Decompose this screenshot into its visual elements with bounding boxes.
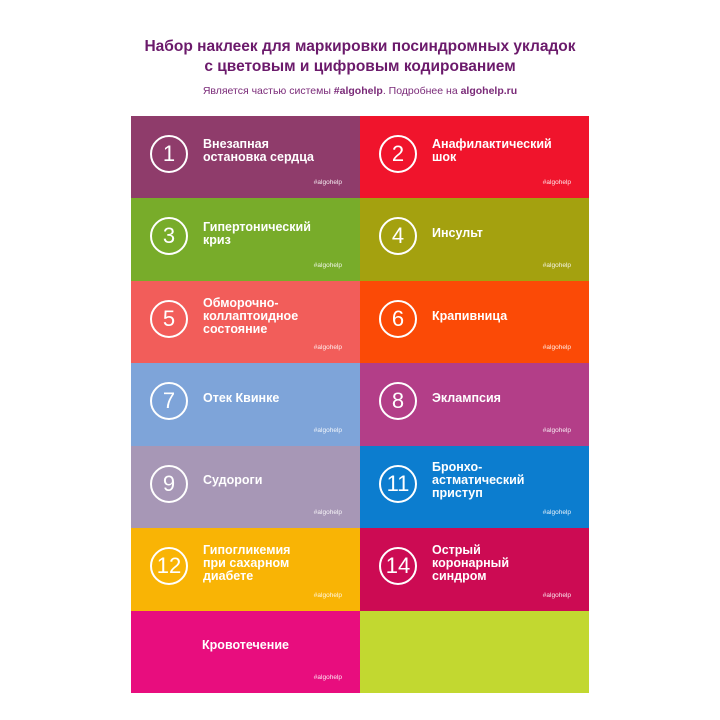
number-circle: 4 — [379, 217, 417, 255]
number-circle: 1 — [150, 135, 188, 173]
page-subtitle — [0, 85, 720, 97]
algohelp-tag: #algohelp — [313, 591, 342, 599]
algohelp-tag: #algohelp — [542, 426, 571, 434]
sticker-11 — [360, 446, 589, 528]
algohelp-tag: #algohelp — [313, 509, 342, 517]
sticker-label: Бронхо- астматический приступ — [432, 460, 525, 501]
sticker-8 — [360, 363, 589, 445]
sticker-label: Отек Квинке — [203, 390, 280, 405]
subtitle-brand: #algohelp — [333, 85, 383, 97]
algohelp-tag: #algohelp — [313, 179, 342, 187]
number-circle: 14 — [379, 547, 417, 585]
sticker-blank — [360, 611, 589, 693]
number-circle: 11 — [379, 465, 417, 503]
number-circle: 9 — [150, 465, 188, 503]
sticker-label: Острый коронарный синдром — [432, 542, 510, 583]
subtitle-site-link: algohelp.ru — [460, 85, 518, 97]
number-circle: 6 — [379, 300, 417, 338]
algohelp-tag: #algohelp — [542, 509, 571, 517]
algohelp-tag: #algohelp — [313, 426, 342, 434]
sticker-label: Гипогликемия при сахарном диабете — [203, 542, 291, 583]
sticker-grid — [131, 116, 589, 693]
algohelp-tag: #algohelp — [542, 591, 571, 599]
sticker-label: Инсульт — [432, 226, 483, 241]
sticker-label: Гипертонический криз — [203, 219, 311, 247]
number-circle: 12 — [150, 547, 188, 585]
sticker-6 — [360, 281, 589, 363]
sticker-9 — [131, 446, 360, 528]
algohelp-tag: #algohelp — [313, 344, 342, 352]
number-circle: 2 — [379, 135, 417, 173]
title-line-1: Набор наклеек для маркировки посиндромных укладок — [144, 38, 576, 55]
subtitle-middle: . Подробнее на — [382, 85, 461, 97]
number-circle: 5 — [150, 300, 188, 338]
sticker-5 — [131, 281, 360, 363]
sticker-bleeding — [131, 611, 360, 693]
sticker-label: Обморочно- коллаптоидное состояние — [203, 295, 299, 336]
page-title — [0, 37, 720, 77]
sticker-label: Кровотечение — [202, 638, 289, 653]
algohelp-tag: #algohelp — [542, 261, 571, 269]
sticker-7 — [131, 363, 360, 445]
algohelp-tag: #algohelp — [542, 179, 571, 187]
sticker-2 — [360, 116, 589, 198]
number-circle: 3 — [150, 217, 188, 255]
algohelp-tag: #algohelp — [313, 261, 342, 269]
sticker-12 — [131, 528, 360, 610]
sticker-3 — [131, 198, 360, 280]
sticker-label: Внезапная остановка сердца — [203, 137, 314, 165]
sticker-label: Судороги — [203, 473, 263, 488]
sticker-label: Эклампсия — [432, 390, 501, 405]
title-line-2: с цветовым и цифровым кодированием — [204, 58, 516, 75]
subtitle-prefix: Является частью системы — [202, 85, 334, 97]
sticker-label: Анафилактический шок — [432, 137, 552, 165]
sticker-label: Крапивница — [432, 308, 508, 323]
number-circle: 8 — [379, 382, 417, 420]
sticker-14 — [360, 528, 589, 610]
number-circle: 7 — [150, 382, 188, 420]
sticker-4 — [360, 198, 589, 280]
algohelp-tag: #algohelp — [542, 344, 571, 352]
sticker-1 — [131, 116, 360, 198]
algohelp-tag: #algohelp — [313, 673, 342, 681]
